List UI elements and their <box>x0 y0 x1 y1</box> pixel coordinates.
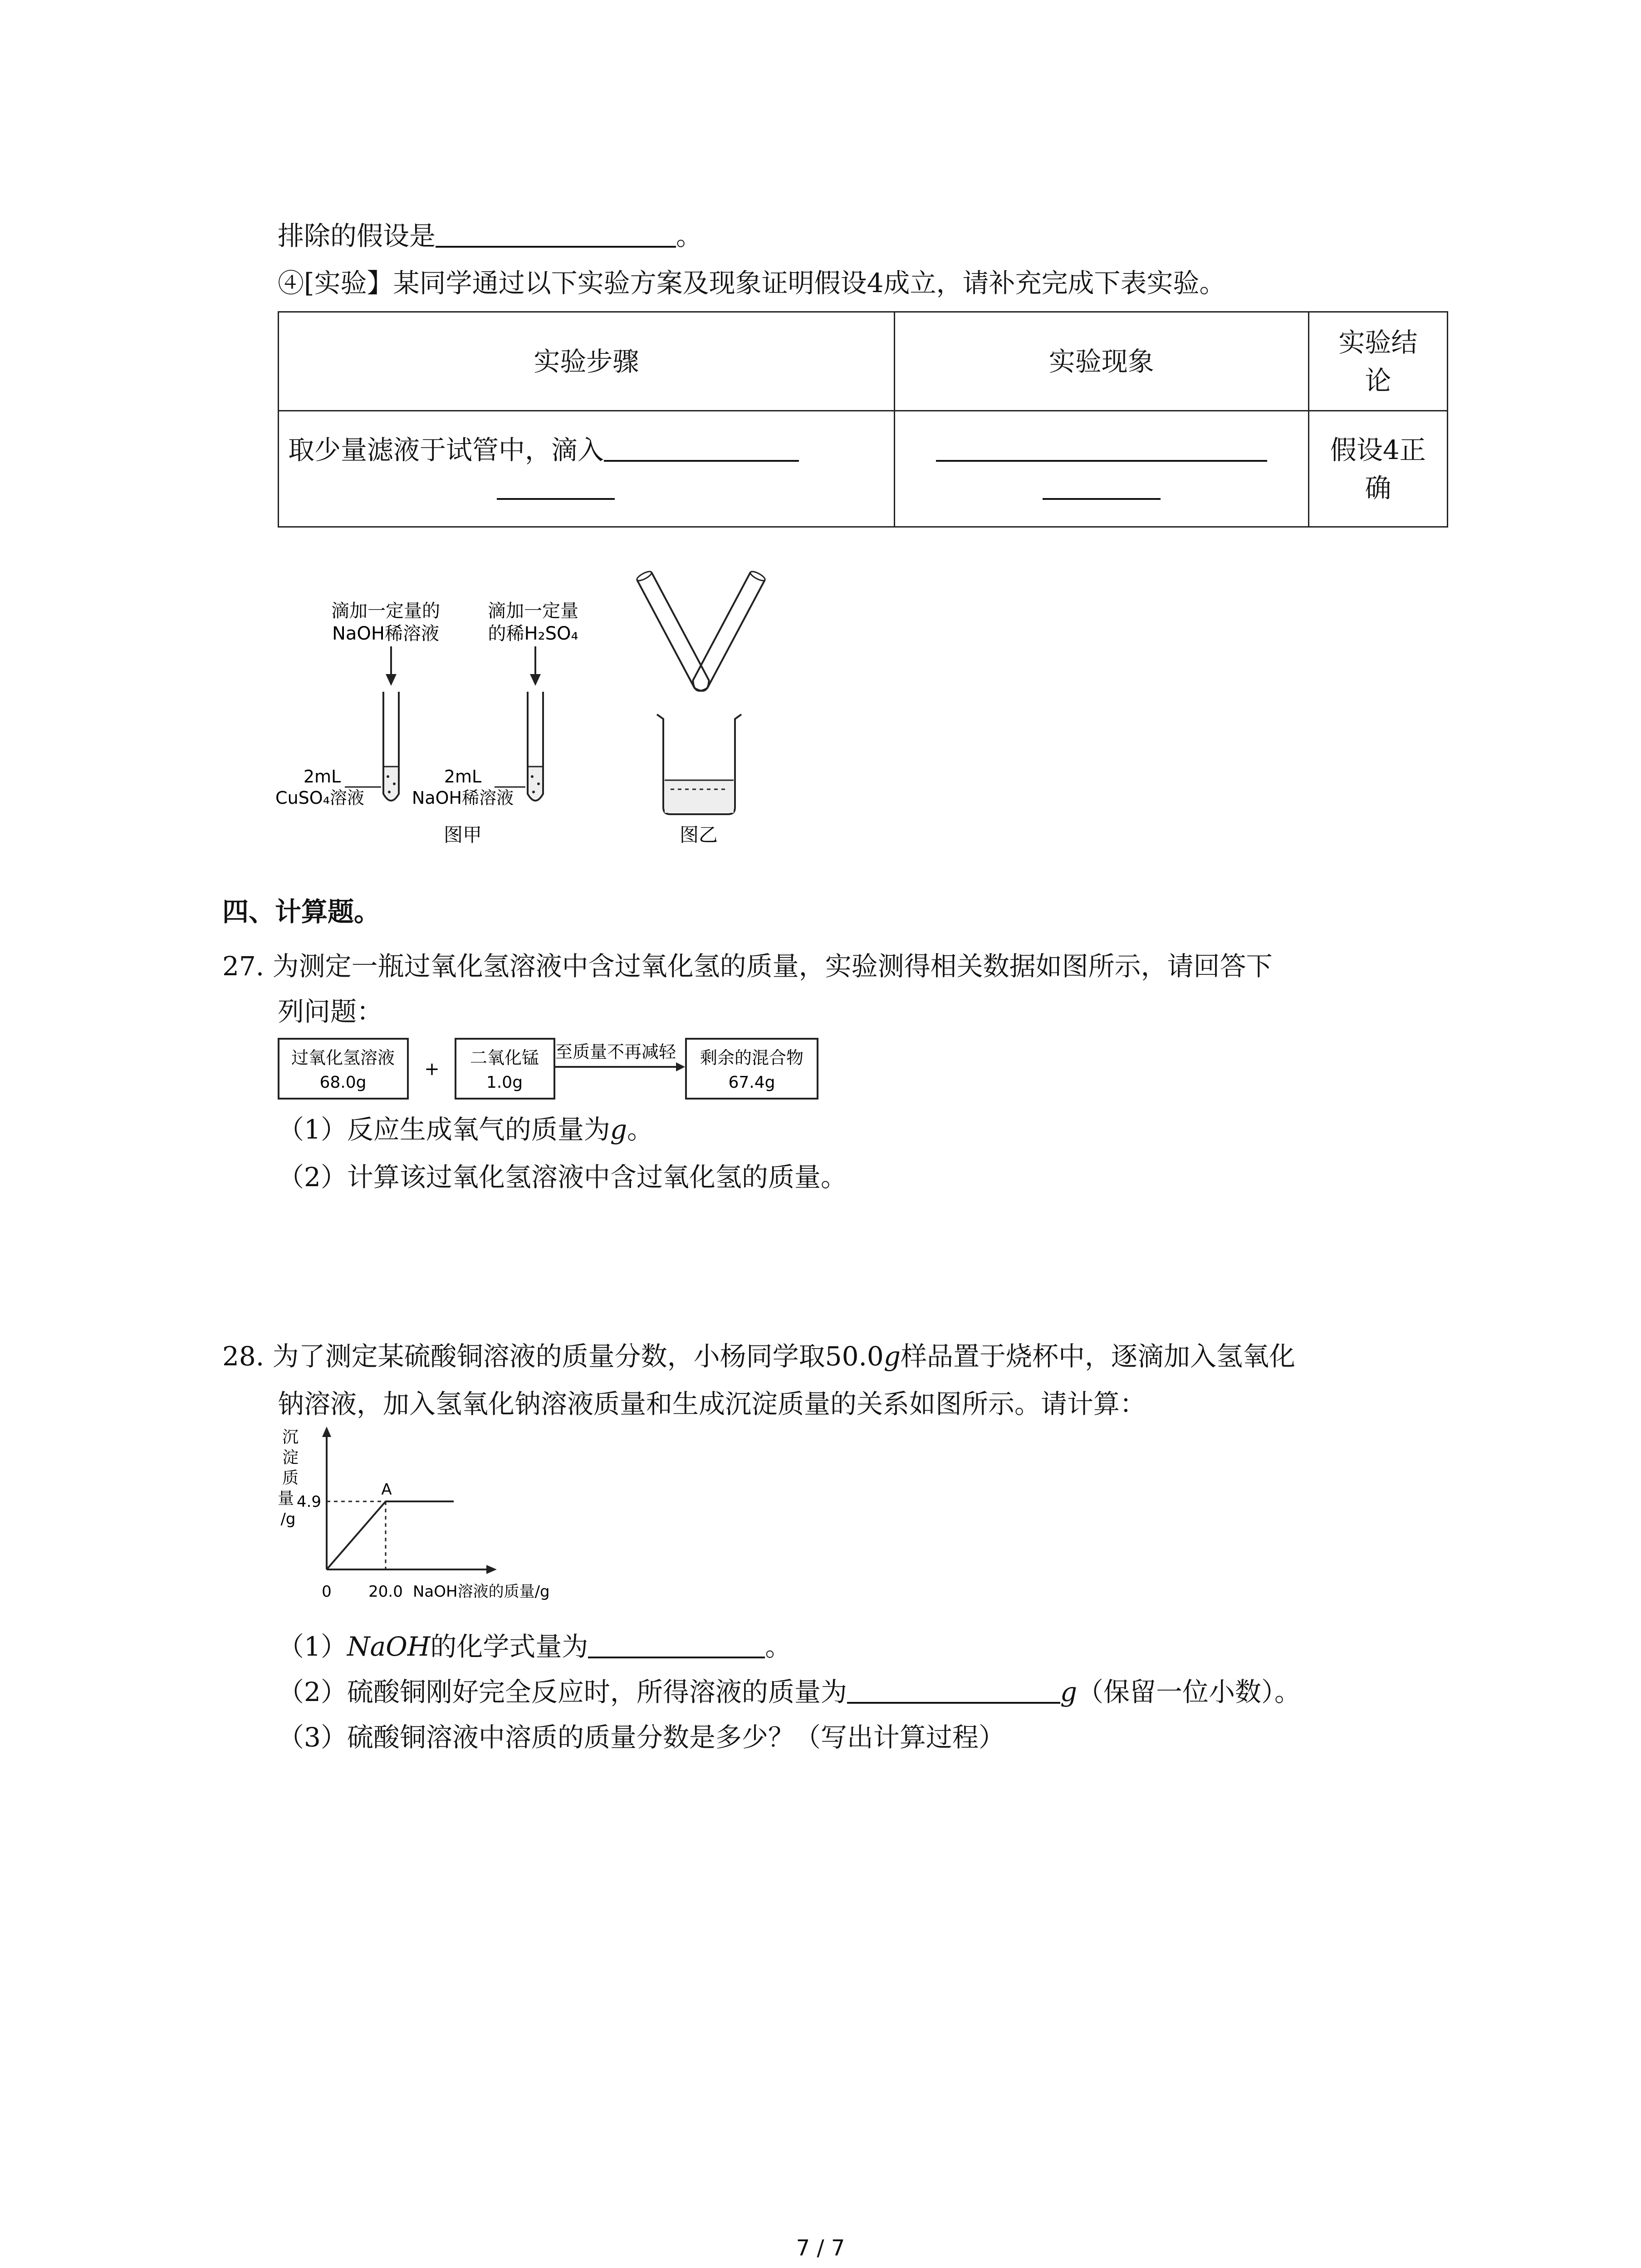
y-label-char: 质 <box>282 1469 299 1487</box>
dot <box>387 775 389 778</box>
rising-segment <box>327 1501 386 1569</box>
arrow-label: 至质量不再减轻 <box>555 1042 676 1062</box>
svg-text:剩余的混合物: 剩余的混合物 <box>700 1048 804 1068</box>
experiment-intro: ④[实验】某同学通过以下实验方案及现象证明假设4成立，请补充完成下表实验。 <box>278 268 1226 298</box>
tube2-arrowhead <box>530 674 541 686</box>
q27-text-line2: 列问题： <box>278 996 383 1027</box>
plus-sign: + <box>424 1059 440 1080</box>
y-label-char: 沉 <box>282 1428 299 1447</box>
figure-yi-caption: 图乙 <box>679 824 718 846</box>
test-tube-figure <box>272 567 794 857</box>
tube2-bottom-label-1: 2mL <box>444 767 482 787</box>
tube1-bottom-label-1: 2mL <box>303 767 341 787</box>
dot <box>393 782 396 785</box>
q28-text-line1: 28. 为了测定某硫酸铜溶液的质量分数，小杨同学取50.0g样品置于烧杯中，逐滴加入氢氧化 <box>222 1341 1295 1372</box>
figure-jia-caption: 图甲 <box>443 824 482 846</box>
answer-blank[interactable] <box>588 1630 765 1658</box>
tube1-bottom-label-2: CuSO₄溶液 <box>275 788 364 808</box>
hydrogen-peroxide-diagram <box>278 1034 845 1107</box>
x-axis-arrowhead <box>486 1565 497 1574</box>
y-label-char: 淀 <box>282 1448 299 1467</box>
reaction-arrowhead <box>676 1062 685 1071</box>
answer-blank[interactable] <box>604 434 799 462</box>
q27-sub2: （2）计算该过氧化氢溶液中含过氧化氢的质量。 <box>278 1162 847 1193</box>
y-value-label: 4.9 <box>296 1493 321 1511</box>
section-title: 四、计算题。 <box>222 896 381 927</box>
x-value-label: 20.0 <box>368 1583 403 1601</box>
answer-blank[interactable] <box>436 220 676 248</box>
table-header-conclusion: 实验结 论 <box>1308 312 1447 411</box>
svg-text:二氧化锰: 二氧化锰 <box>470 1048 539 1068</box>
x-origin-label: 0 <box>322 1583 332 1601</box>
precipitate-graph <box>272 1424 599 1615</box>
table-cell-phenomenon <box>894 411 1308 527</box>
answer-blank[interactable] <box>936 434 1267 462</box>
tilted-tube-left <box>636 570 712 694</box>
tube2-top-label-2: 的稀H₂SO₄ <box>488 623 578 644</box>
q27-text-line1: 27. 为测定一瓶过氧化氢溶液中含过氧化氢的质量，实验测得相关数据如图所示，请回答下 <box>222 951 1273 982</box>
answer-blank[interactable] <box>1043 472 1161 500</box>
x-axis-label: NaOH溶液的质量/g <box>413 1583 550 1601</box>
tube1-top-label-1: 滴加一定量的 <box>331 601 440 621</box>
tube1-liquid <box>384 767 398 799</box>
dot <box>531 775 534 778</box>
y-label-char: 量 <box>277 1489 294 1508</box>
table-header-phenomenon: 实验现象 <box>894 312 1308 411</box>
page-number: 7 / 7 <box>796 2235 845 2261</box>
table-header-step: 实验步骤 <box>279 312 895 411</box>
svg-text:67.4g: 67.4g <box>728 1073 775 1092</box>
dot <box>388 791 391 793</box>
svg-text:1.0g: 1.0g <box>486 1073 523 1092</box>
dot <box>537 782 540 785</box>
svg-text:68.0g: 68.0g <box>319 1073 367 1092</box>
tube2-liquid <box>529 767 542 799</box>
table-cell-conclusion: 假设4正 确 <box>1308 411 1447 527</box>
tube1-top-label-2: NaOH稀溶液 <box>332 623 439 644</box>
svg-text:过氧化氢溶液: 过氧化氢溶液 <box>291 1048 395 1068</box>
y-axis-arrowhead <box>322 1427 331 1437</box>
tube2-top-label-1: 滴加一定量 <box>488 601 578 621</box>
tube2-bottom-label-2: NaOH稀溶液 <box>411 788 514 808</box>
tilted-tube-right <box>690 570 766 694</box>
q28-sub2: （2）硫酸铜刚好完全反应时，所得溶液的质量为 g（保留一位小数）。 <box>278 1677 1301 1707</box>
table-cell-step: 取少量滤液于试管中，滴入 <box>279 411 895 527</box>
dot <box>532 791 535 793</box>
experiment-table <box>278 311 1448 528</box>
answer-blank[interactable] <box>847 1676 1060 1704</box>
beaker-liquid <box>665 780 734 813</box>
excluded-hypothesis-line: 排除的假设是 。 <box>278 220 703 251</box>
y-unit: /g <box>280 1510 296 1528</box>
q28-sub3: （3）硫酸铜溶液中溶质的质量分数是多少？（写出计算过程） <box>278 1722 1005 1753</box>
answer-blank[interactable] <box>497 472 615 500</box>
tube1-arrowhead <box>386 674 397 686</box>
q27-sub1: （1）反应生成氧气的质量为g。 <box>278 1114 654 1145</box>
q28-sub1: （1）NaOH的化学式量为 。 <box>278 1631 792 1662</box>
q28-text-line2: 钠溶液，加入氢氧化钠溶液质量和生成沉淀质量的关系如图所示。请计算： <box>278 1388 1146 1419</box>
point-a-label: A <box>381 1481 392 1499</box>
